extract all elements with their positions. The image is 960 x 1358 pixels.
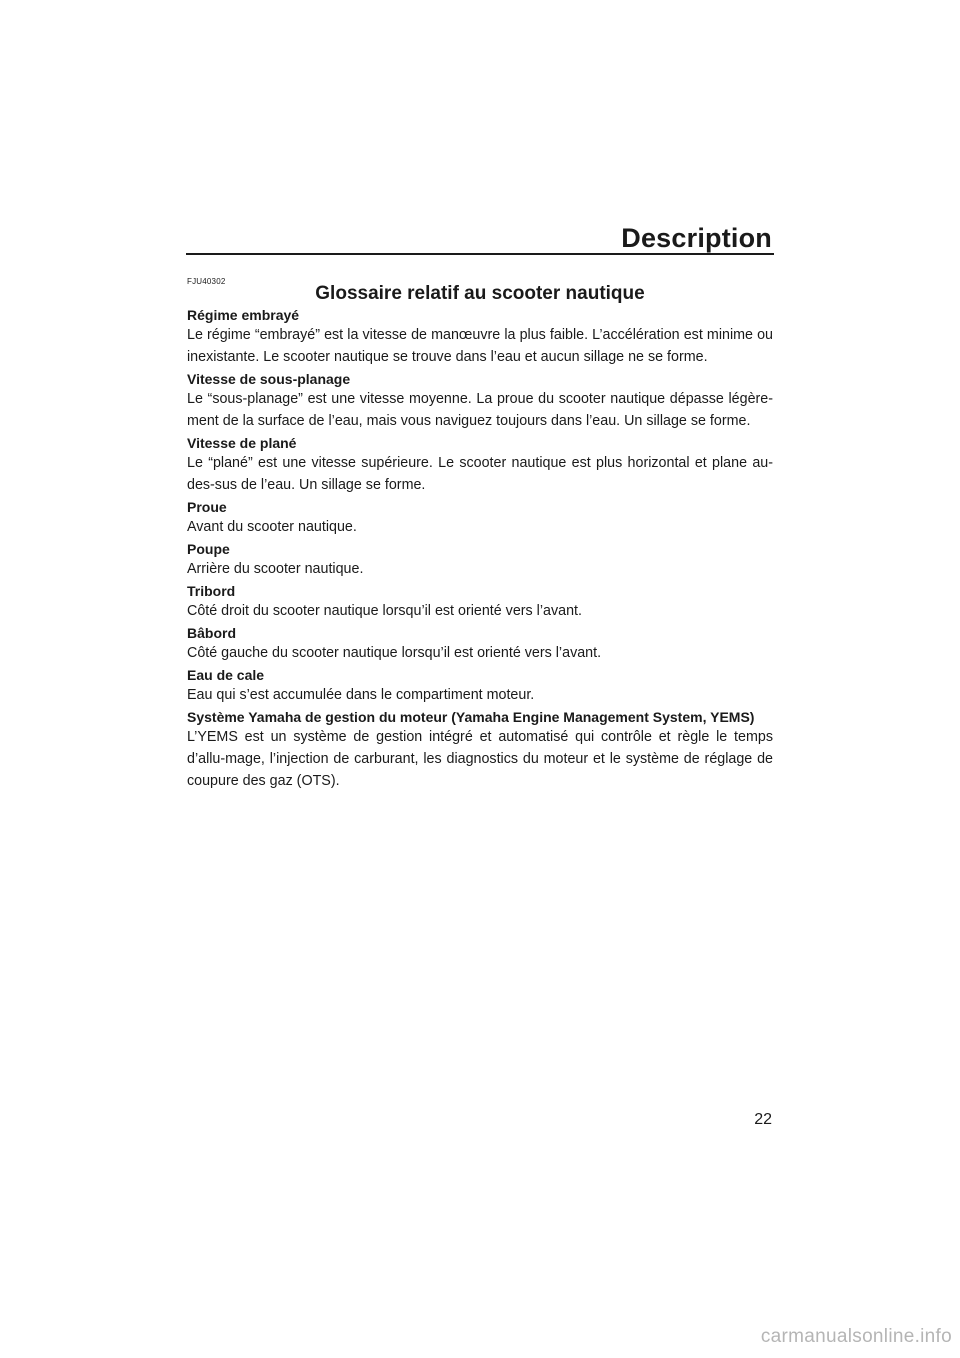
glossary-entry-proue [187,498,773,538]
header-rule [186,253,774,255]
glossary-term: Vitesse de plané [187,435,297,451]
glossary-definition: Eau qui s’est accumulée dans le compartiment moteur. [187,687,535,703]
glossary-definition: Côté gauche du scooter nautique lorsqu’il est orienté vers l’avant. [187,645,602,661]
glossary-entry-regime-embraye [187,306,773,368]
glossary-entry-yems [187,708,773,792]
glossary-entry-eau-de-cale [187,666,773,706]
section-title: Glossaire relatif au scooter nautique [315,283,645,304]
glossary-term: Eau de cale [187,667,265,683]
glossary-entry-plane [187,434,773,496]
glossary-definition: Le “plané” est une vitesse supérieure. Le scooter nautique est plus horizontal et plane au-des-sus de l’eau. Un sillage se forme. [187,455,773,493]
glossary-term: Régime embrayé [187,307,300,323]
glossary-definition: Le “sous-planage” est une vitesse moyenne. La proue du scooter nautique dépasse légère-ment de la surface de l’eau, mais vous naviguez toujours dans l’eau. Un sillage se forme. [187,391,773,429]
glossary-definition: Côté droit du scooter nautique lorsqu’il est orienté vers l’avant. [187,603,582,619]
section-code: FJU40302 [187,277,226,286]
watermark-text: carmanualsonline.info [760,1326,952,1347]
glossary-term: Proue [187,499,227,515]
glossary-list [187,306,773,794]
page-number: 22 [754,1111,772,1128]
glossary-entry-poupe [187,540,773,580]
glossary-definition: Avant du scooter nautique. [187,519,357,535]
glossary-term: Vitesse de sous-planage [187,371,351,387]
glossary-term: Poupe [187,541,230,557]
glossary-entry-sous-planage [187,370,773,432]
glossary-definition: L’YEMS est un système de gestion intégré et automatisé qui contrôle et règle le temps d’allu-mage, l’injection de carburant, les diagnostics du moteur et le système de réglage de coupure des gaz (OTS). [187,729,773,789]
glossary-term: Tribord [187,583,236,599]
glossary-entry-tribord [187,582,773,622]
glossary-definition: Arrière du scooter nautique. [187,561,364,577]
glossary-definition: Le régime “embrayé” est la vitesse de manœuvre la plus faible. L’accélération est minime ou inexistante. Le scooter nautique se trouve dans l’eau et aucun sillage ne se forme. [187,327,773,365]
glossary-entry-babord [187,624,773,664]
page-header-title: Description [621,223,772,253]
glossary-term: Bâbord [187,625,236,641]
glossary-term: Système Yamaha de gestion du moteur (Yamaha Engine Management System, YEMS) [187,709,755,725]
